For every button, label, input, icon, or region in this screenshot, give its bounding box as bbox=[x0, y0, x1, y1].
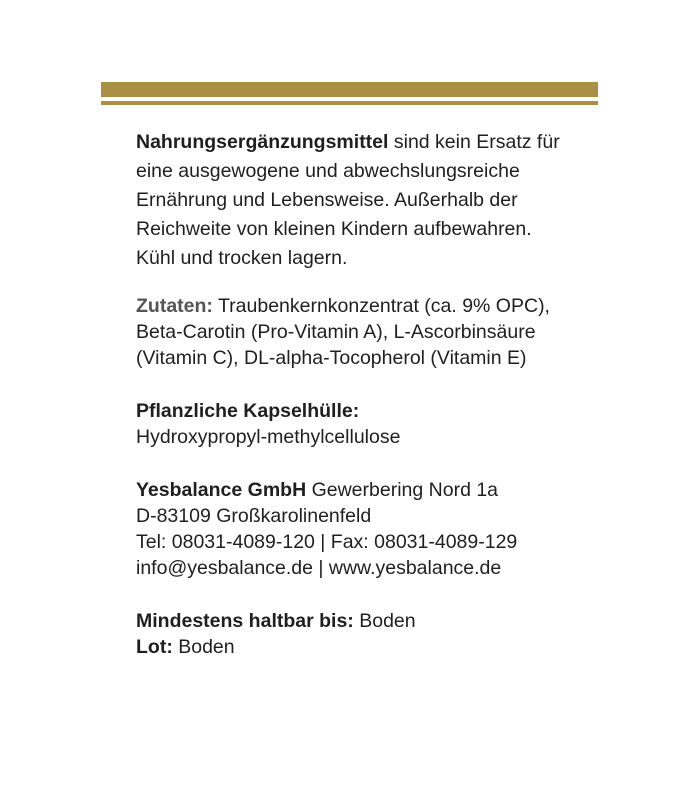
expiry-value: Boden bbox=[353, 610, 416, 632]
notice-lead: Nahrungsergänzungsmittel bbox=[136, 131, 389, 153]
ingredients-paragraph bbox=[136, 293, 606, 371]
label-text bbox=[136, 128, 606, 660]
notice-line-2: eine ausgewogene und abwechslungsreiche bbox=[136, 160, 520, 182]
ingredients-line-2: Beta-Carotin (Pro-Vitamin A), L-Ascorbinsäure bbox=[136, 321, 536, 343]
company-name: Yesbalance GmbH bbox=[136, 479, 307, 501]
expiry-line bbox=[136, 608, 606, 634]
expiry-label: Mindestens haltbar bis: bbox=[136, 610, 354, 632]
company-web: info@yesbalance.de | www.yesbalance.de bbox=[136, 557, 502, 579]
lot-line bbox=[136, 634, 606, 660]
ingredients-text: Traubenkernkonzentrat (ca. 9% OPC), bbox=[212, 295, 550, 317]
capsule-paragraph bbox=[136, 398, 606, 450]
capsule-label: Pflanzliche Kapselhülle: bbox=[136, 400, 360, 422]
company-phone-fax: Tel: 08031-4089-120 | Fax: 08031-4089-129 bbox=[136, 531, 518, 553]
notice-line-1 bbox=[136, 128, 606, 157]
notice-text: sind kein Ersatz für bbox=[388, 131, 560, 153]
ingredients-line-3: (Vitamin C), DL-alpha-Tocopherol (Vitamin E) bbox=[136, 347, 527, 369]
notice-paragraph bbox=[136, 128, 606, 273]
company-paragraph bbox=[136, 477, 606, 581]
company-street: Gewerbering Nord 1a bbox=[306, 479, 499, 501]
gold-bar-thick bbox=[101, 82, 598, 97]
gold-divider bbox=[101, 82, 598, 105]
notice-line-3: Ernährung und Lebensweise. Außerhalb der bbox=[136, 189, 518, 211]
expiry-paragraph bbox=[136, 608, 606, 660]
lot-value: Boden bbox=[172, 636, 235, 658]
ingredients-label: Zutaten: bbox=[136, 295, 213, 317]
notice-line-4: Reichweite von kleinen Kindern aufbewahren. bbox=[136, 218, 532, 240]
capsule-value: Hydroxypropyl-methylcellulose bbox=[136, 426, 401, 448]
company-line-1 bbox=[136, 477, 606, 503]
company-city: D-83109 Großkarolinenfeld bbox=[136, 505, 372, 527]
notice-line-5: Kühl und trocken lagern. bbox=[136, 247, 348, 269]
ingredients-line-1 bbox=[136, 293, 606, 319]
gold-bar-thin bbox=[101, 101, 598, 105]
lot-label: Lot: bbox=[136, 636, 173, 658]
